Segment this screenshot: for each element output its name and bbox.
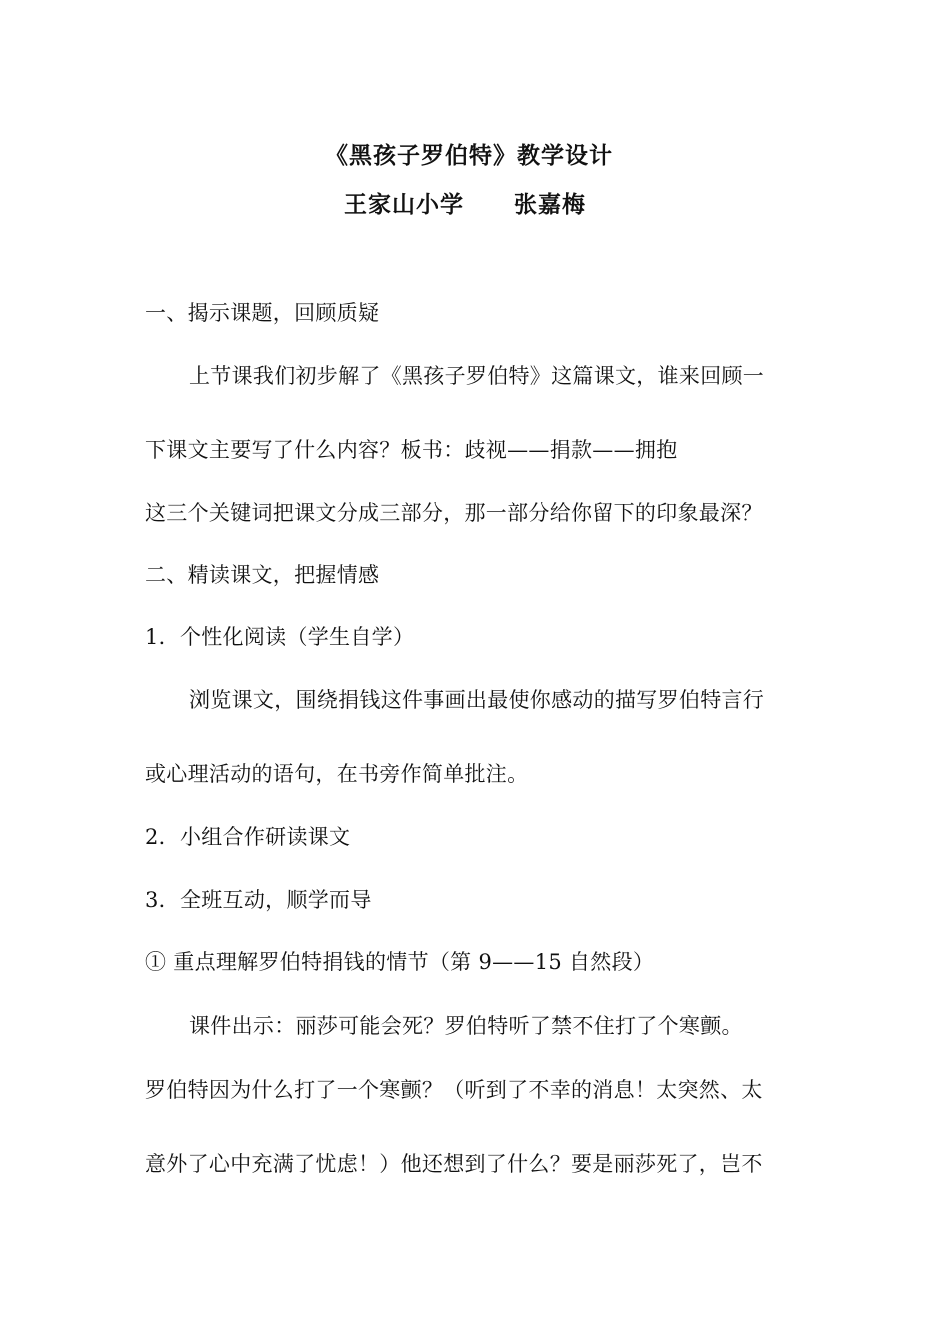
paragraph-line: 这三个关键词把课文分成三部分，那一部分给你留下的印象最深？ <box>145 501 763 525</box>
paragraph-line: 意外了心中充满了忧虑！）他还想到了什么？要是丽莎死了，岂不 <box>145 1152 763 1176</box>
paragraph-line: 下课文主要写了什么内容？板书：歧视——捐款——拥抱 <box>145 438 678 462</box>
paragraph-line: 或心理活动的语句，在书旁作简单批注。 <box>145 762 529 786</box>
paragraph-line: 上节课我们初步解了《黑孩子罗伯特》这篇课文，谁来回顾一 <box>189 364 765 388</box>
paragraph-line: 罗伯特因为什么打了一个寒颤？（听到了不幸的消息！太突然、太 <box>145 1078 763 1102</box>
school-name: 王家山小学 <box>344 192 464 218</box>
section-heading-2: 二、精读课文，把握情感 <box>145 563 380 587</box>
list-item: 2．小组合作研读课文 <box>145 825 351 849</box>
author-name: 张嘉梅 <box>514 192 586 218</box>
section-heading-1: 一、揭示课题，回顾质疑 <box>145 301 380 325</box>
sub-item: ① 重点理解罗伯特捐钱的情节（第 9——15 自然段） <box>145 950 655 974</box>
document-title: 《黑孩子罗伯特》教学设计 <box>325 143 613 169</box>
paragraph-line: 浏览课文，围绕捐钱这件事画出最使你感动的描写罗伯特言行 <box>189 688 765 712</box>
paragraph-line: 课件出示：丽莎可能会死？罗伯特听了禁不住打了个寒颤。 <box>189 1014 743 1038</box>
list-item: 1．个性化阅读（学生自学） <box>145 625 415 649</box>
list-item: 3．全班互动，顺学而导 <box>145 888 372 912</box>
author-line <box>0 186 940 219</box>
